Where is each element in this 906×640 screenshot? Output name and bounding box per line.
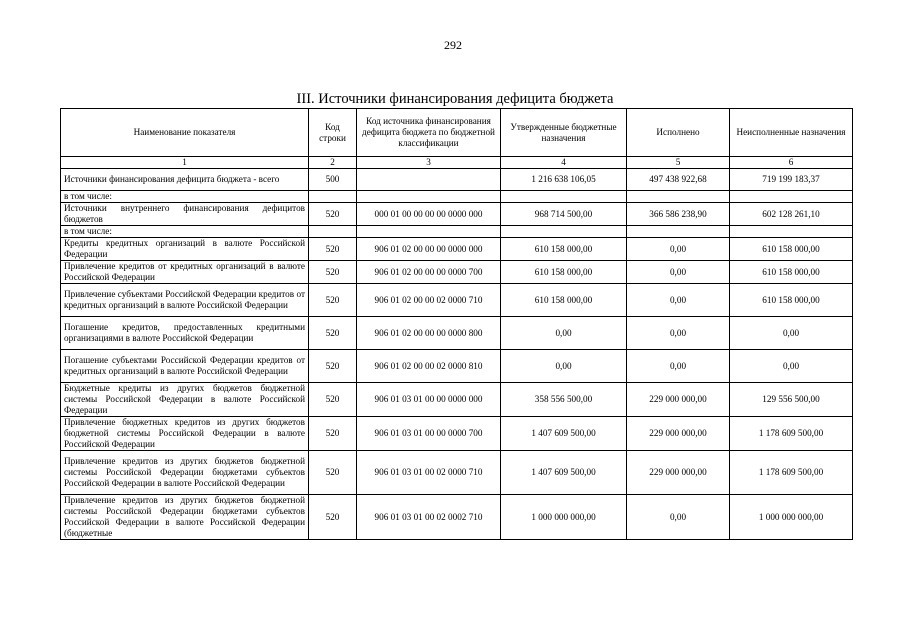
- row-executed: 0,00: [627, 238, 730, 261]
- row-source-code: 906 01 02 00 00 02 0000 710: [357, 284, 501, 317]
- table-header: [61, 109, 853, 169]
- row-line-code: 520: [309, 417, 357, 451]
- column-number: 2: [309, 157, 357, 169]
- header-row: [61, 109, 853, 157]
- row-unexecuted: 602 128 261,10: [730, 203, 853, 226]
- row-source-code: [357, 191, 501, 203]
- row-executed: 0,00: [627, 495, 730, 540]
- table-row: [61, 284, 853, 317]
- table-row: [61, 383, 853, 417]
- row-source-code: 906 01 03 01 00 00 0000 000: [357, 383, 501, 417]
- column-number: 5: [627, 157, 730, 169]
- table-row: [61, 191, 853, 203]
- table-row: [61, 169, 853, 191]
- table-row: [61, 417, 853, 451]
- row-name: в том числе:: [61, 191, 309, 203]
- row-unexecuted: 0,00: [730, 317, 853, 350]
- row-name: Бюджетные кредиты из других бюджетов бюджетной системы Российской Федерации в валюте Российской Федерации: [61, 383, 309, 417]
- row-approved: 968 714 500,00: [501, 203, 627, 226]
- row-name: Привлечение кредитов из других бюджетов бюджетной системы Российской Федерации бюджетами субъектов Российской Федерации в валюте Российской Федерации (бюджетные: [61, 495, 309, 540]
- row-unexecuted: 1 178 609 500,00: [730, 417, 853, 451]
- row-approved: 1 216 638 106,05: [501, 169, 627, 191]
- row-source-code: [357, 169, 501, 191]
- row-name: Привлечение субъектами Российской Федерации кредитов от кредитных организаций в валюте Российской Федерации: [61, 284, 309, 317]
- row-approved: 0,00: [501, 350, 627, 383]
- row-approved: 358 556 500,00: [501, 383, 627, 417]
- row-executed: 0,00: [627, 284, 730, 317]
- row-unexecuted: 0,00: [730, 350, 853, 383]
- column-number: 6: [730, 157, 853, 169]
- column-number: 3: [357, 157, 501, 169]
- row-source-code: 906 01 02 00 00 02 0000 810: [357, 350, 501, 383]
- row-line-code: 520: [309, 451, 357, 495]
- row-approved: [501, 226, 627, 238]
- row-unexecuted: 1 000 000 000,00: [730, 495, 853, 540]
- table-row: [61, 451, 853, 495]
- row-line-code: 520: [309, 284, 357, 317]
- header-indicator-name: Наименование показателя: [61, 109, 309, 157]
- row-executed: 229 000 000,00: [627, 451, 730, 495]
- row-name: Кредиты кредитных организаций в валюте Российской Федерации: [61, 238, 309, 261]
- table-row: [61, 317, 853, 350]
- row-approved: [501, 191, 627, 203]
- row-executed: 366 586 238,90: [627, 203, 730, 226]
- row-approved: 610 158 000,00: [501, 261, 627, 284]
- row-unexecuted: [730, 226, 853, 238]
- row-source-code: 906 01 03 01 00 00 0000 700: [357, 417, 501, 451]
- row-name: Источники внутреннего финансирования дефицитов бюджетов: [61, 203, 309, 226]
- row-line-code: 520: [309, 495, 357, 540]
- row-executed: 229 000 000,00: [627, 383, 730, 417]
- row-unexecuted: [730, 191, 853, 203]
- row-name: Источники финансирования дефицита бюджета - всего: [61, 169, 309, 191]
- table-row: [61, 238, 853, 261]
- row-unexecuted: 1 178 609 500,00: [730, 451, 853, 495]
- table-row: [61, 261, 853, 284]
- row-unexecuted: 610 158 000,00: [730, 284, 853, 317]
- row-unexecuted: 719 199 183,37: [730, 169, 853, 191]
- column-number: 4: [501, 157, 627, 169]
- header-approved: Утвержденные бюджетные назначения: [501, 109, 627, 157]
- row-line-code: 520: [309, 238, 357, 261]
- row-executed: 0,00: [627, 261, 730, 284]
- row-unexecuted: 129 556 500,00: [730, 383, 853, 417]
- row-executed: 497 438 922,68: [627, 169, 730, 191]
- row-unexecuted: 610 158 000,00: [730, 261, 853, 284]
- row-line-code: 520: [309, 317, 357, 350]
- table-row: [61, 203, 853, 226]
- row-line-code: 520: [309, 261, 357, 284]
- row-line-code: 520: [309, 383, 357, 417]
- column-number: 1: [61, 157, 309, 169]
- row-name: Привлечение кредитов из других бюджетов бюджетной системы Российской Федерации бюджетами субъектов Российской Федерации в валюте Российской Федерации: [61, 451, 309, 495]
- header-line-code: Код строки: [309, 109, 357, 157]
- header-executed: Исполнено: [627, 109, 730, 157]
- row-name: Погашение кредитов, предоставленных кредитными организациями в валюте Российской Федерации: [61, 317, 309, 350]
- table-row: [61, 350, 853, 383]
- row-name: Привлечение кредитов от кредитных организаций в валюте Российской Федерации: [61, 261, 309, 284]
- column-number-row: [61, 157, 853, 169]
- table-row: [61, 226, 853, 238]
- header-source-code: Код источника финансирования дефицита бюджета по бюджетной классификации: [357, 109, 501, 157]
- row-name: в том числе:: [61, 226, 309, 238]
- section-title: III. Источники финансирования дефицита бюджета: [296, 91, 614, 107]
- row-line-code: [309, 191, 357, 203]
- row-line-code: 500: [309, 169, 357, 191]
- row-name: Привлечение бюджетных кредитов из других бюджетов бюджетной системы Российской Федерации в валюте Российской Федерации: [61, 417, 309, 451]
- row-line-code: [309, 226, 357, 238]
- row-name: Погашение субъектами Российской Федерации кредитов от кредитных организаций в валюте Российской Федерации: [61, 350, 309, 383]
- budget-sources-table: [60, 108, 853, 540]
- table-row: [61, 495, 853, 540]
- row-executed: 229 000 000,00: [627, 417, 730, 451]
- row-line-code: 520: [309, 350, 357, 383]
- row-source-code: 906 01 02 00 00 00 0000 800: [357, 317, 501, 350]
- row-source-code: 000 01 00 00 00 00 0000 000: [357, 203, 501, 226]
- header-unexecuted: Неисполненные назначения: [730, 109, 853, 157]
- row-source-code: 906 01 02 00 00 00 0000 000: [357, 238, 501, 261]
- row-executed: [627, 191, 730, 203]
- row-approved: 1 407 609 500,00: [501, 417, 627, 451]
- row-source-code: 906 01 03 01 00 02 0002 710: [357, 495, 501, 540]
- page-number: 292: [444, 38, 462, 52]
- row-executed: [627, 226, 730, 238]
- table-body: [61, 169, 853, 540]
- row-approved: 610 158 000,00: [501, 284, 627, 317]
- row-executed: 0,00: [627, 350, 730, 383]
- row-source-code: [357, 226, 501, 238]
- row-approved: 610 158 000,00: [501, 238, 627, 261]
- row-approved: 0,00: [501, 317, 627, 350]
- row-source-code: 906 01 03 01 00 02 0000 710: [357, 451, 501, 495]
- row-line-code: 520: [309, 203, 357, 226]
- row-executed: 0,00: [627, 317, 730, 350]
- row-unexecuted: 610 158 000,00: [730, 238, 853, 261]
- row-approved: 1 000 000 000,00: [501, 495, 627, 540]
- row-approved: 1 407 609 500,00: [501, 451, 627, 495]
- row-source-code: 906 01 02 00 00 00 0000 700: [357, 261, 501, 284]
